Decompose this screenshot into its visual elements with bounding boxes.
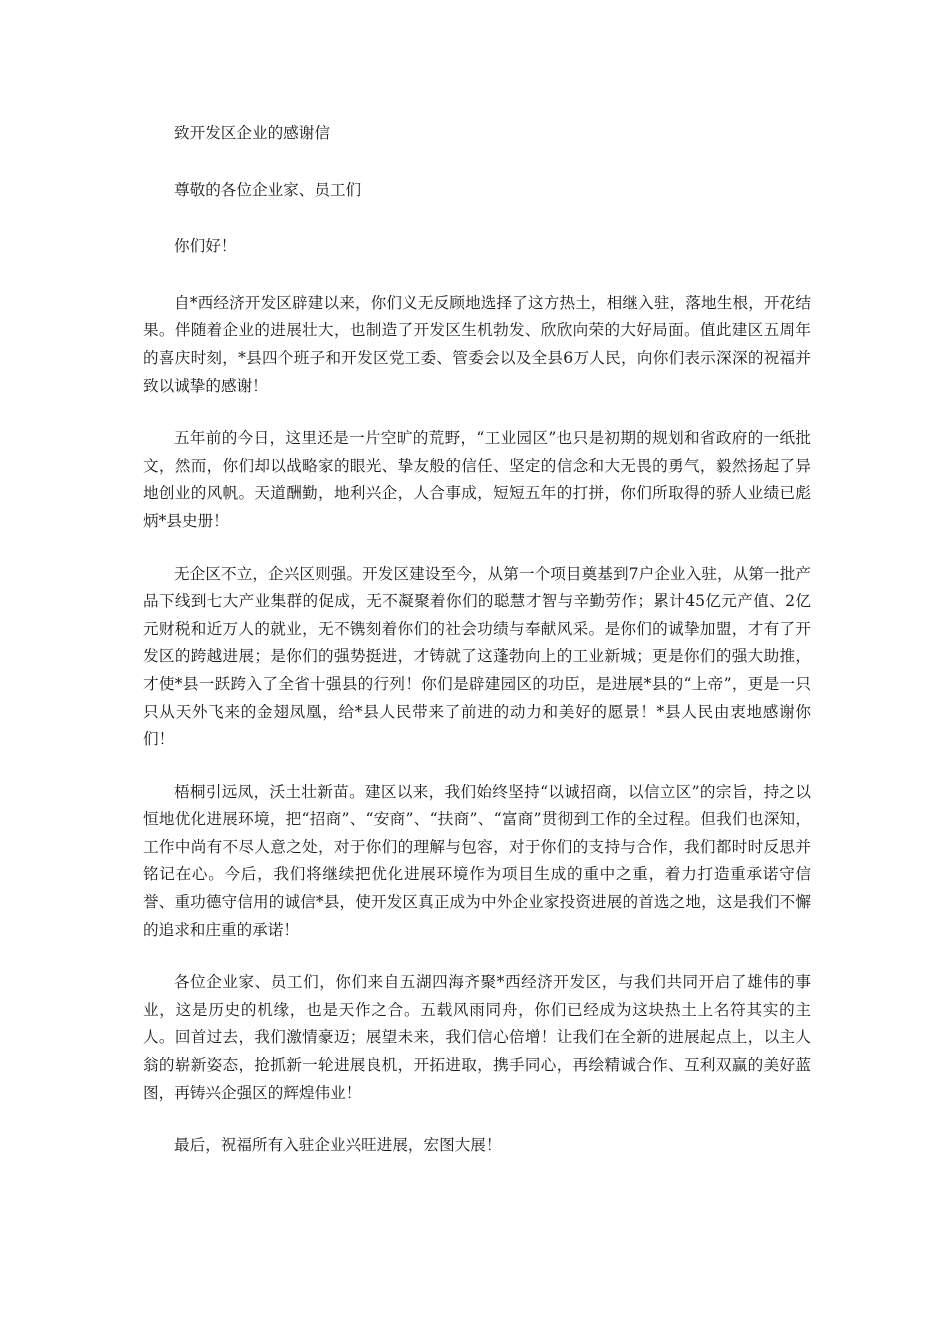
- paragraph-3: 无企区不立，企兴区则强。开发区建设至今，从第一个项目奠基到7户企业入驻，从第一批产品下线到七大产业集群的促成，无不凝聚着你们的聪慧才智与辛勤劳作；累计45亿元产值、2亿元财税和近万人的就业，无不镌刻着你们的社会功绩与奉献风采。是你们的诚挚加盟，才有了开发区的跨越进展；是你们的强势挺进，才铸就了这蓬勃向上的工业新城；更是你们的强大助推，才使*县一跃跨入了全省十强县的行列！你们是辟建园区的功臣，是进展*县的“上帝”，更是一只只从天外飞来的金翅凤凰，给*县人民带来了前进的动力和美好的愿景！*县人民由衷地感谢你们！: [143, 564, 811, 749]
- closing-paragraph: 最后，祝福所有入驻企业兴旺进展，宏图大展！: [174, 1136, 502, 1155]
- paragraph-1: 自*西经济开发区辟建以来，你们义无反顾地选择了这方热土，相继入驻，落地生根，开花结果。伴随着企业的进展壮大，也制造了开发区生机勃发、欣欣向荣的大好局面。值此建区五周年的喜庆时刻，*县四个班子和开发区党工委、管委会以及全县6万人民，向你们表示深深的祝福并致以诚挚的感谢！: [143, 293, 811, 395]
- paragraph-4: 梧桐引远凤，沃土壮新苗。建区以来，我们始终坚持“以诚招商，以信立区”的宗旨，持之以恒地优化进展环境，把“招商”、“安商”、“扶商”、“富商”贯彻到工作的全过程。但我们也深知，工作中尚有不尽人意之处，对于你们的理解与包容，对于你们的支持与合作，我们都时时反思并铭记在心。今后，我们将继续把优化进展环境作为项目生成的重中之重，着力打造重承诺守信誉、重功德守信用的诚信*县，使开发区真正成为中外企业家投资进展的首选之地，这是我们不懈的追求和庄重的承诺！: [143, 782, 811, 939]
- letter-title: 致开发区企业的感谢信: [174, 124, 330, 142]
- letter-salutation: 尊敬的各位企业家、员工们: [174, 180, 362, 199]
- letter-greeting: 你们好！: [174, 237, 237, 256]
- paragraph-5: 各位企业家、员工们，你们来自五湖四海齐聚*西经济开发区，与我们共同开启了雄伟的事业，这是历史的机缘，也是天作之合。五载风雨同舟，你们已经成为这块热土上名符其实的主人。回首过去，我们激情豪迈；展望未来，我们信心倍增！让我们在全新的进展起点上，以主人翁的崭新姿态，抢抓新一轮进展良机，开拓进取，携手同心，再绘精诚合作、互利双赢的美好蓝图，再铸兴企强区的辉煌伟业！: [143, 973, 811, 1102]
- paragraph-2: 五年前的今日，这里还是一片空旷的荒野，“工业园区”也只是初期的规划和省政府的一纸批文，然而，你们却以战略家的眼光、挚友般的信任、坚定的信念和大无畏的勇气，毅然扬起了异地创业的风帆。天道酬勤，地利兴企，人合事成，短短五年的打拼，你们所取得的骄人业绩已彪炳*县史册！: [143, 429, 811, 530]
- letter-body: [143, 120, 811, 1185]
